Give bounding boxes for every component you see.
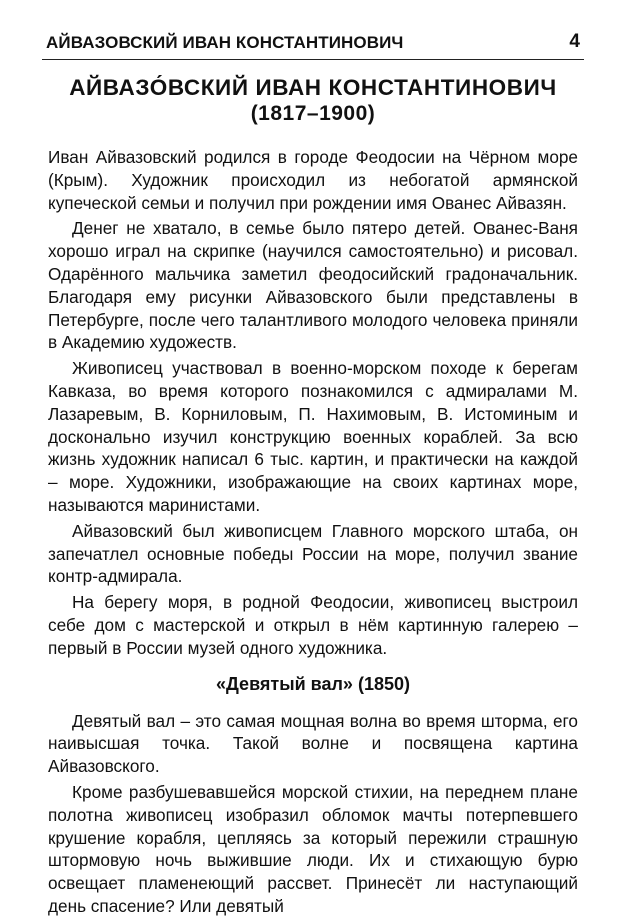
page-number: 4 [569, 31, 580, 52]
paragraph: Девятый вал – это самая мощная волна во время шторма, его наивысшая точка. Такой волне и посвящена картина Айвазовского. [48, 710, 578, 777]
paragraph: Кроме разбушевавшейся морской стихии, на переднем плане полотна живописец изобразил обломок мачты потерпевшего крушение корабля, цепляясь за который пережили страшную штормовую ночь выжившие люди. Их и стихающую бурю освещает пламенеющий рассвет. Принесёт ли наступающий день спасение? Или девятый [48, 781, 578, 916]
section-heading [48, 672, 578, 696]
article-body [48, 146, 578, 918]
running-head-title: АЙВАЗОВСКИЙ ИВАН КОНСТАНТИНОВИЧ [46, 33, 404, 52]
paragraph: Иван Айвазовский родился в городе Феодосии на Чёрном море (Крым). Художник происходил из небогатой армянской купеческой семьи и получил при рождении имя Ованес Айвазян. [48, 147, 578, 213]
running-head [42, 0, 584, 60]
paragraph: На берегу моря, в родной Феодосии, живописец выстроил себе дом с мастерской и открыл в нём картинную галерею – первый в России музей одного художника. [48, 592, 578, 658]
article-title-block [48, 74, 578, 126]
article-years: (1817–1900) [250, 102, 376, 125]
paragraph: Денег не хватало, в семье было пятеро детей. Ованес-Ваня хорошо играл на скрипке (научился самостоятельно) и рисовал. Одарённого мальчика заметил феодосийский градоначальник. Благодаря ему рисунки Айвазовского были представлены в Петербурге, после чего талантливого молодого человека приняли в Академию художеств. [48, 218, 578, 353]
article-title: АЙВАЗО́ВСКИЙ ИВАН КОНСТАНТИНОВИЧ [69, 75, 557, 100]
paragraph: Живописец участвовал в военно-морском походе к берегам Кавказа, во время которого познакомился с адмиралами М. Лазаревым, В. Корниловым, П. Нахимовым, В. Истоминым и досконально изучил конструкцию военных кораблей. За всю жизнь художник написал 6 тыс. картин, и практически на каждой – море. Художники, изображающие на своих картинах море, называются маринистами. [48, 358, 578, 515]
section-heading-title: «Девятый вал» [216, 673, 353, 694]
paragraph: Айвазовский был живописцем Главного морского штаба, он запечатлел основные победы России на море, получил звание контр-адмирала. [48, 520, 578, 587]
section-heading-year: (1850) [357, 673, 410, 694]
